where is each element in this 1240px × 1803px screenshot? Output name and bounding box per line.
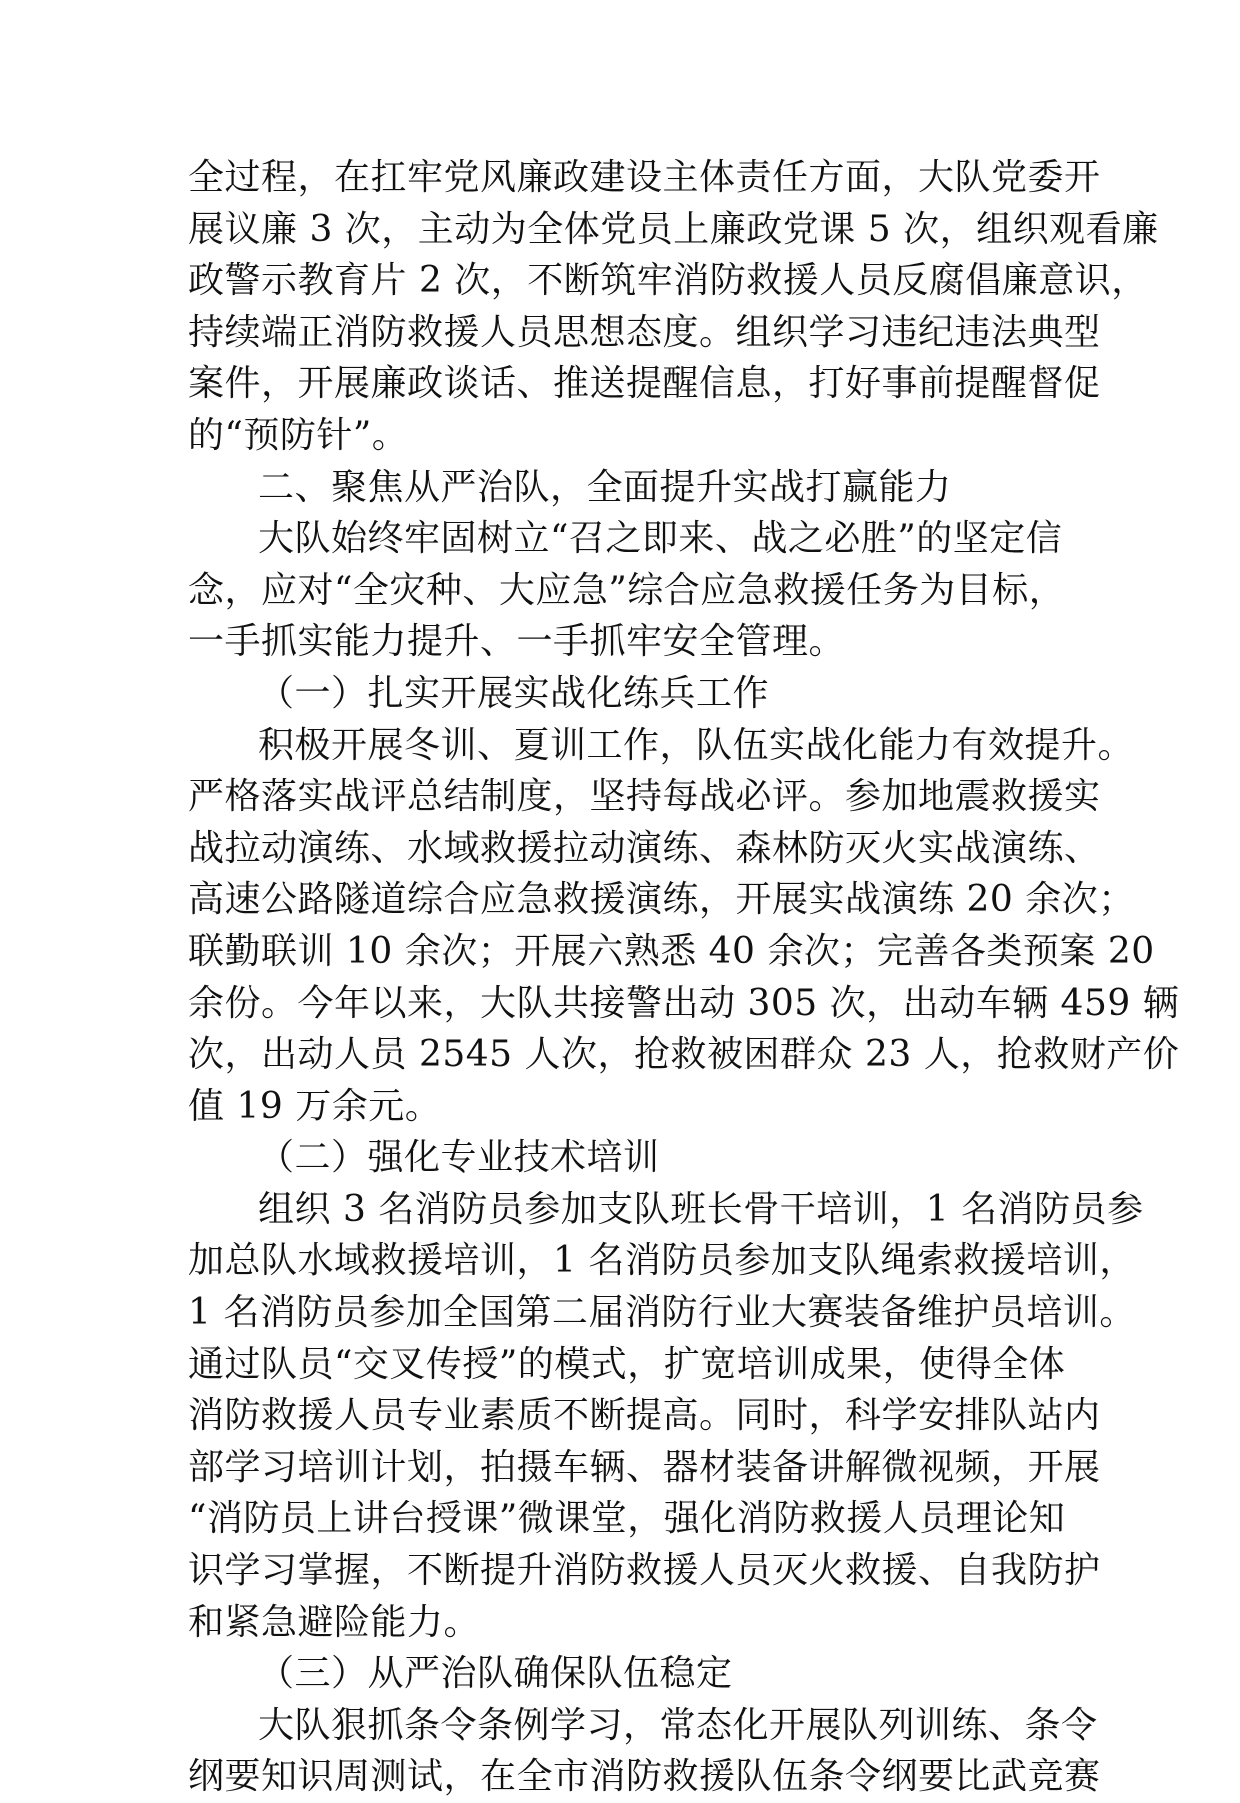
paragraph-line: 次，出动人员 2545 人次，抢救被困群众 23 人，抢救财产价 xyxy=(188,1034,1180,1076)
paragraph-line: 1 名消防员参加全国第二届消防行业大赛装备维护员培训。 xyxy=(188,1292,1136,1334)
paragraph-line: 部学习培训计划，拍摄车辆、器材装备讲解微视频，开展 xyxy=(188,1446,1101,1488)
paragraph-line: 展议廉 3 次，主动为全体党员上廉政党课 5 次，组织观看廉 xyxy=(188,208,1159,250)
paragraph-line: 通过队员“交叉传授”的模式，扩宽培训成果，使得全体 xyxy=(188,1343,1066,1385)
paragraph-line: 识学习掌握，不断提升消防救援人员灭火救援、自我防护 xyxy=(188,1550,1101,1592)
subsection-heading: （三）从严治队确保队伍稳定 xyxy=(258,1653,733,1695)
paragraph-line: 余份。今年以来，大队共接警出动 305 次，出动车辆 459 辆 xyxy=(188,982,1180,1024)
subsection-heading: （二）强化专业技术培训 xyxy=(258,1137,660,1179)
paragraph-line: 全过程，在扛牢党风廉政建设主体责任方面，大队党委开 xyxy=(188,157,1101,198)
paragraph-line: “消防员上讲台授课”微课堂，强化消防救援人员理论知 xyxy=(188,1498,1066,1540)
paragraph-line: 的“预防针”。 xyxy=(188,414,409,456)
paragraph-line: 消防救援人员专业素质不断提高。同时，科学安排队站内 xyxy=(188,1395,1101,1437)
paragraph-line: 和紧急避险能力。 xyxy=(188,1601,481,1643)
paragraph-line: 大队始终牢固树立“召之即来、战之必胜”的坚定信 xyxy=(258,518,1063,560)
subsection-heading: （一）扎实开展实战化练兵工作 xyxy=(258,672,770,714)
paragraph-line: 念，应对“全灾种、大应急”综合应急救援任务为目标， xyxy=(188,569,1066,611)
paragraph-line: 一手抓实能力提升、一手抓牢安全管理。 xyxy=(188,621,846,663)
paragraph-line: 联勤联训 10 余次；开展六熟悉 40 余次；完善各类预案 20 xyxy=(188,930,1155,972)
paragraph-line: 高速公路隧道综合应急救援演练，开展实战演练 20 余次； xyxy=(188,879,1135,921)
paragraph-line: 加总队水域救援培训，1 名消防员参加支队绳索救援培训， xyxy=(188,1240,1136,1282)
paragraph-line: 值 19 万余元。 xyxy=(188,1085,442,1127)
paragraph-line: 严格落实战评总结制度，坚持每战必评。参加地震救援实 xyxy=(188,776,1101,818)
section-heading: 二、聚焦从严治队，全面提升实战打赢能力 xyxy=(258,466,952,508)
paragraph-line: 纲要知识周测试，在全市消防救援队伍条令纲要比武竞赛 xyxy=(188,1756,1101,1798)
paragraph-line: 组织 3 名消防员参加支队班长骨干培训，1 名消防员参 xyxy=(258,1188,1144,1230)
paragraph-line: 案件，开展廉政谈话、推送提醒信息，打好事前提醒督促 xyxy=(188,363,1101,405)
paragraph-line: 政警示教育片 2 次，不断筑牢消防救援人员反腐倡廉意识， xyxy=(188,260,1148,302)
paragraph-line: 大队狠抓条令条例学习，常态化开展队列训练、条令 xyxy=(258,1704,1098,1746)
paragraph-line: 积极开展冬训、夏训工作，队伍实战化能力有效提升。 xyxy=(258,724,1135,766)
paragraph-line: 持续端正消防救援人员思想态度。组织学习违纪违法典型 xyxy=(188,311,1101,353)
paragraph-line: 战拉动演练、水域救援拉动演练、森林防灭火实战演练、 xyxy=(188,827,1101,869)
